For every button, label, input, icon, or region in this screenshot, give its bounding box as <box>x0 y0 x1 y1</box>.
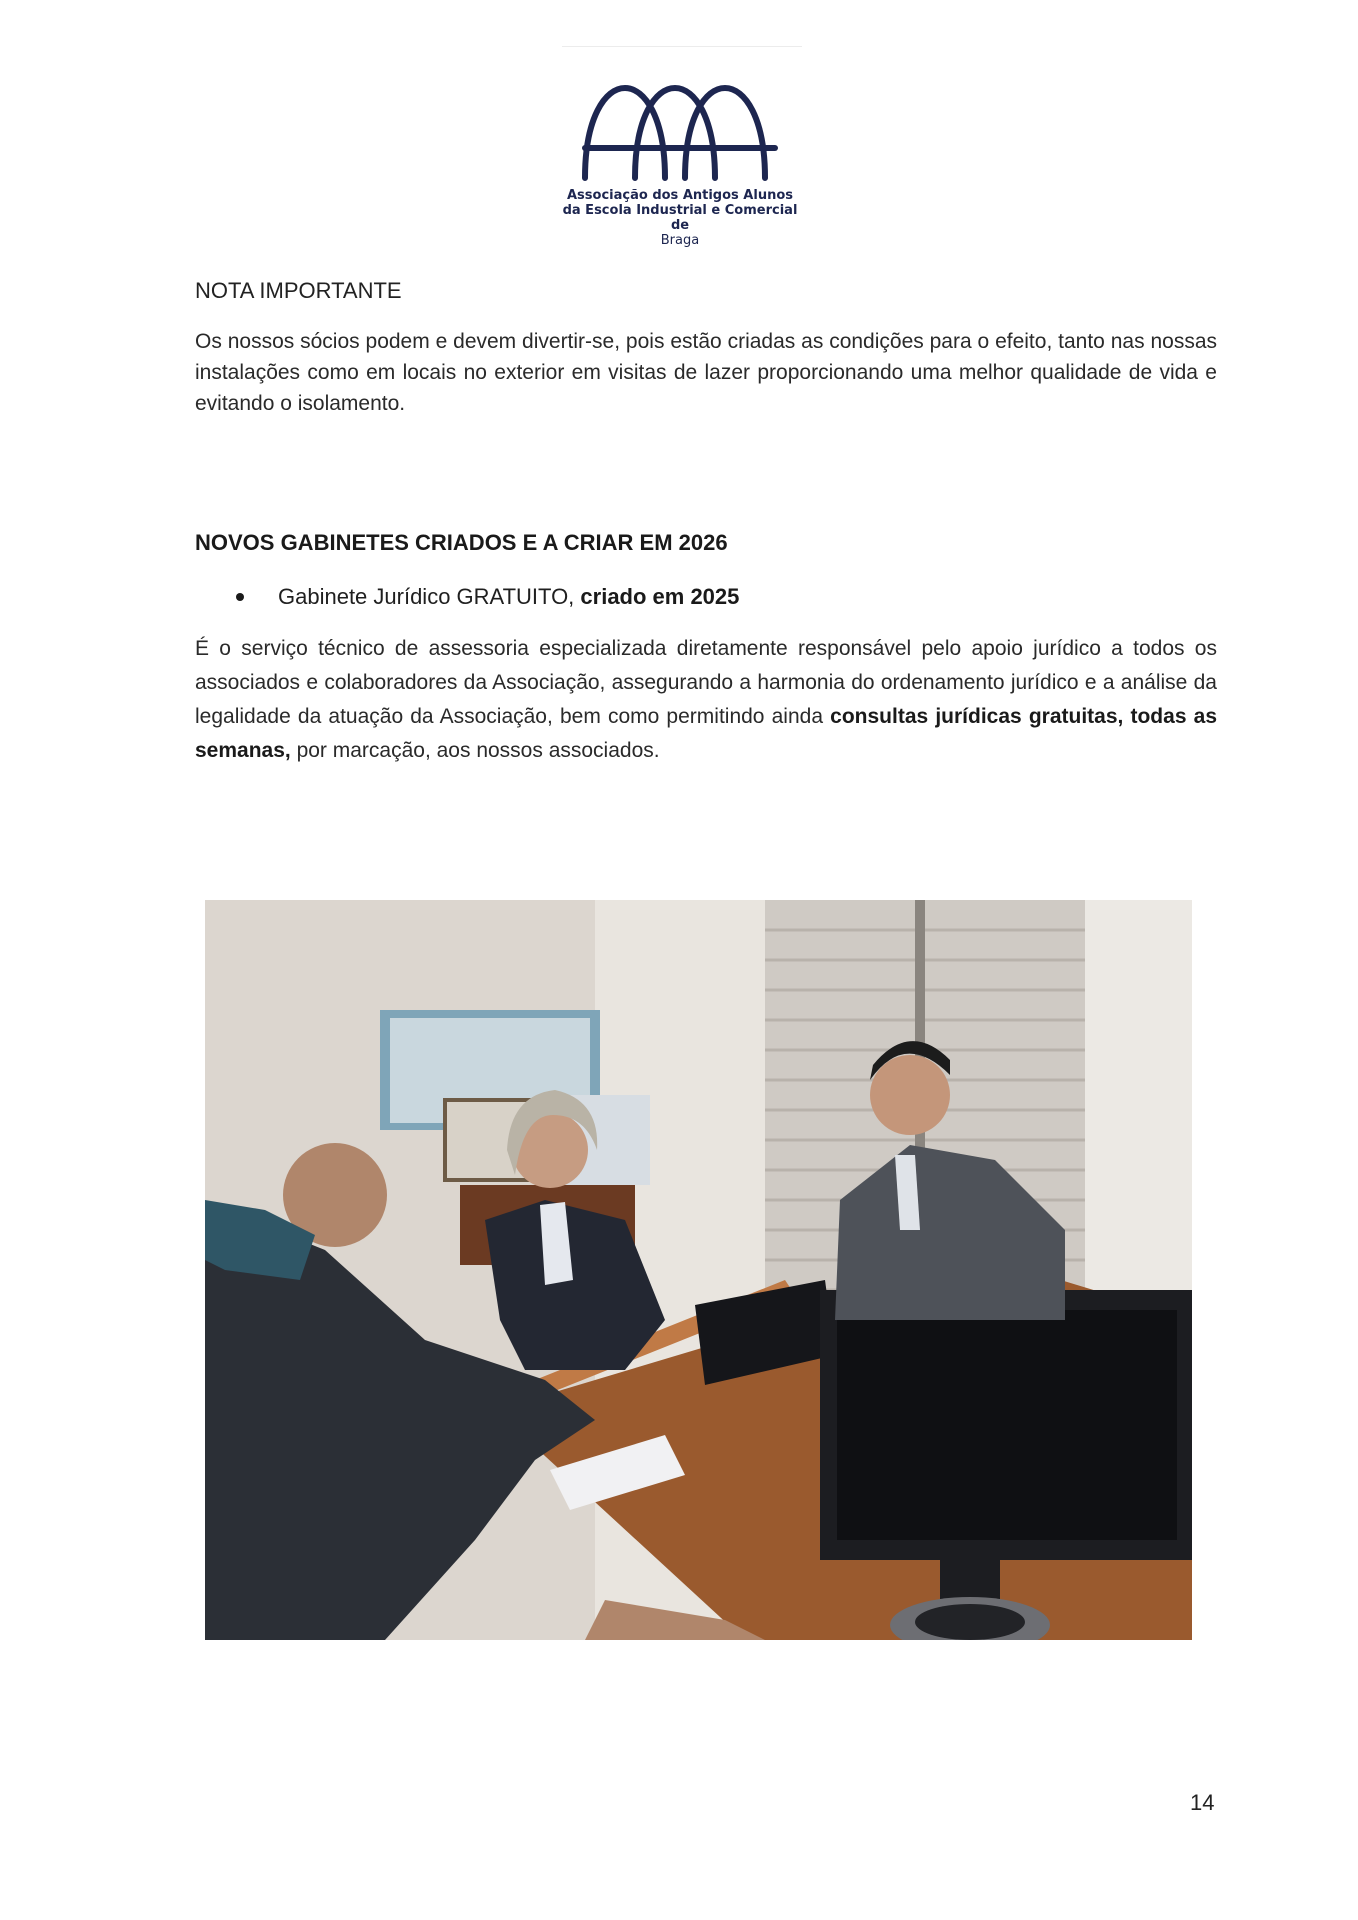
meeting-photo-icon <box>205 900 1192 1640</box>
logo-text-line-4: Braga <box>660 233 700 248</box>
bullet-icon <box>236 593 244 601</box>
section-title: NOVOS GABINETES CRIADOS E A CRIAR EM 2026 <box>195 530 728 555</box>
logo-text-line-1: Associação dos Antigos Alunos <box>566 188 794 203</box>
aaa-logo-icon <box>575 78 785 188</box>
note-body: Os nossos sócios podem e devem divertir-se, pois estão criadas as condições para o efeito, tanto nas nossas instalações como em locais no exterior em visitas de lazer proporcionando uma melhor qualidade de vida e evitando o isolamento. <box>195 330 1217 415</box>
bullet-item <box>236 584 739 610</box>
office-meeting-photo <box>205 900 1192 1640</box>
bullet-text: Gabinete Jurídico GRATUITO, criado em 2025 <box>278 584 740 609</box>
section-paragraph: É o serviço técnico de assessoria especializada diretamente responsável pelo apoio jurídico a todos os associados e colaboradores da Associação, assegurando a harmonia do ordenamento jurídico e a análise da legalidade da atuação da Associação, bem como permitindo ainda consultas jurídicas gratuitas, todas as semanas, por marcação, aos nossos associados. <box>195 637 1217 762</box>
logo-text-line-3: de <box>670 218 690 233</box>
note-title: NOTA IMPORTANTE <box>195 278 402 303</box>
header-rule <box>562 46 802 47</box>
association-logo <box>560 78 800 248</box>
page-number: 14 <box>1190 1790 1215 1815</box>
logo-text-line-2: da Escola Industrial e Comercial <box>562 203 798 218</box>
